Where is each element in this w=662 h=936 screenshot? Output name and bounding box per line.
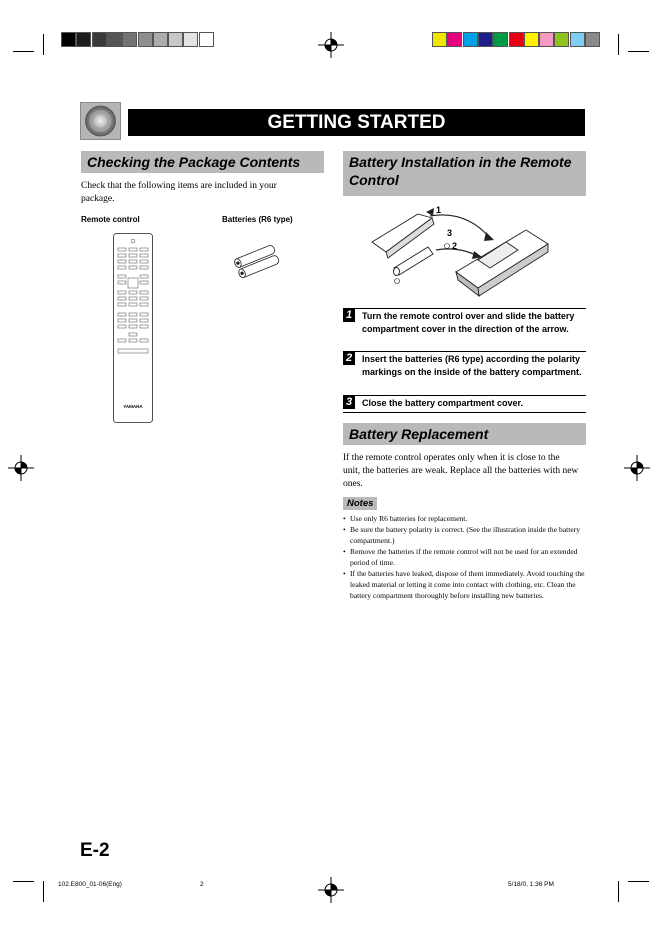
package-contents-heading: Checking the Package Contents — [81, 151, 324, 173]
color-swatch — [199, 32, 214, 47]
figure-step-3-label: 3 — [447, 228, 453, 238]
note-item: • Remove the batteries if the remote control will not be used for an extended period of time. — [343, 546, 586, 568]
battery-installation-figure — [366, 202, 554, 302]
color-swatch — [447, 32, 462, 47]
color-swatch — [92, 32, 107, 47]
color-swatch — [554, 32, 569, 47]
battery-installation-heading: Battery Installation in the Remote Control — [343, 151, 586, 196]
remote-brand-logo: YAMAHA — [123, 404, 143, 409]
page-number: E-2 — [80, 840, 110, 861]
color-swatch — [539, 32, 554, 47]
install-step-2 — [343, 351, 586, 395]
step-text: Turn the remote control over and slide the battery compartment cover in the direction of the arrow. — [362, 311, 575, 334]
minus-polarity-icon — [395, 279, 400, 284]
registration-target-left — [8, 455, 34, 481]
registration-target-bottom — [318, 877, 344, 903]
color-swatch — [493, 32, 508, 47]
color-swatch — [478, 32, 493, 47]
registration-target-top — [318, 32, 344, 58]
step-number-badge: 2 — [343, 352, 355, 365]
footer-timestamp: 5/18/0, 1:36 PM — [508, 881, 554, 888]
registration-target-right — [624, 455, 650, 481]
color-swatch — [585, 32, 600, 47]
plus-polarity-icon — [445, 244, 450, 249]
page-title-banner: GETTING STARTED — [128, 109, 585, 136]
install-step-3 — [343, 395, 586, 413]
color-swatch — [122, 32, 137, 47]
color-swatch — [183, 32, 198, 47]
color-swatch — [524, 32, 539, 47]
package-intro-text: Check that the following items are included in your package. — [81, 181, 277, 204]
footer-filename: 102.E800_01-06(Eng) — [58, 881, 122, 888]
color-swatch — [168, 32, 183, 47]
step-number-badge: 3 — [343, 396, 355, 409]
step-number-badge: 1 — [343, 309, 355, 322]
color-swatch — [463, 32, 478, 47]
step-text: Insert the batteries (R6 type) according the polarity markings on the inside of the battery compartment. — [362, 354, 582, 377]
color-swatch — [76, 32, 91, 47]
color-swatch — [61, 32, 76, 47]
footer-page: 2 — [200, 881, 204, 888]
remote-control-label: Remote control — [81, 215, 140, 224]
battery-replacement-text: If the remote control operates only when it is close to the unit, the batteries are weak. Replace all the batteries with new ones. — [343, 453, 579, 489]
color-swatch — [570, 32, 585, 47]
speaker-disc-icon — [80, 102, 121, 140]
color-swatch — [107, 32, 122, 47]
note-item: • If the batteries have leaked, dispose of them immediately. Avoid touching the leaked material or letting it come into contact with clothing, etc. Clean the battery compartment thoroughly before installing new batteries. — [343, 568, 586, 601]
figure-step-1-label: 1 — [436, 205, 442, 215]
batteries-illustration — [230, 245, 286, 279]
color-swatch — [138, 32, 153, 47]
notes-label: Notes — [343, 497, 377, 510]
step-text: Close the battery compartment cover. — [362, 398, 524, 408]
color-swatch — [432, 32, 447, 47]
notes-list — [343, 513, 586, 601]
color-swatch — [509, 32, 524, 47]
note-item: • Use only R6 batteries for replacement. — [343, 513, 586, 524]
figure-step-2-label: 2 — [452, 241, 458, 251]
install-step-1 — [343, 308, 586, 351]
remote-control-illustration — [113, 233, 153, 423]
batteries-label: Batteries (R6 type) — [222, 215, 293, 224]
note-item: • Be sure the battery polarity is correct. (See the illustration inside the battery compartment.) — [343, 524, 586, 546]
color-swatch — [153, 32, 168, 47]
battery-replacement-heading: Battery Replacement — [343, 423, 586, 445]
